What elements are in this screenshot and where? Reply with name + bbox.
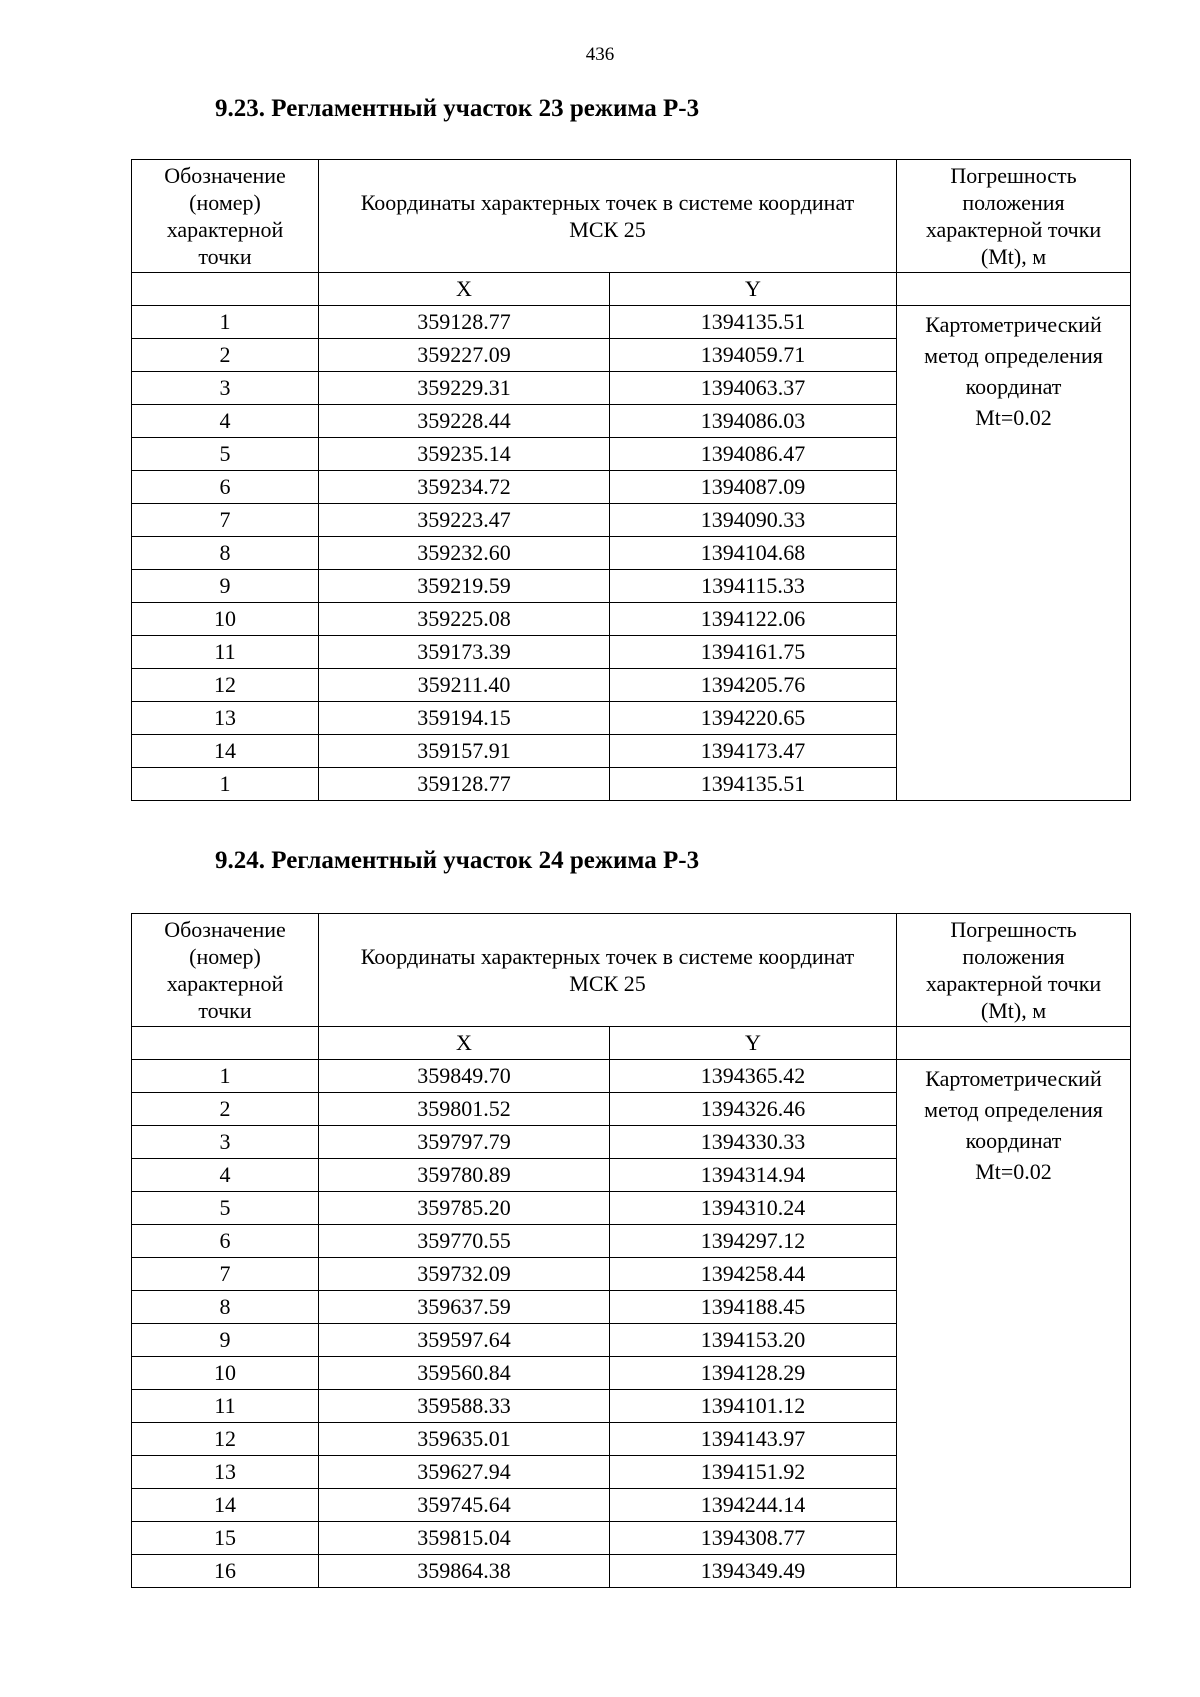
y-value: 1394326.46 bbox=[610, 1093, 897, 1126]
x-value: 359225.08 bbox=[319, 603, 610, 636]
point-number: 10 bbox=[132, 1357, 319, 1390]
point-number: 7 bbox=[132, 504, 319, 537]
x-value: 359801.52 bbox=[319, 1093, 610, 1126]
y-value: 1394087.09 bbox=[610, 471, 897, 504]
y-value: 1394086.03 bbox=[610, 405, 897, 438]
header-row bbox=[132, 160, 1131, 273]
header-row bbox=[132, 914, 1131, 1027]
x-value: 359597.64 bbox=[319, 1324, 610, 1357]
point-number: 11 bbox=[132, 1390, 319, 1423]
coordinates-table-24 bbox=[131, 913, 1131, 1588]
error-header-line: положения bbox=[962, 944, 1065, 969]
point-number: 6 bbox=[132, 471, 319, 504]
x-value: 359745.64 bbox=[319, 1489, 610, 1522]
point-header-line: (номер) bbox=[189, 190, 261, 215]
error-header bbox=[897, 914, 1131, 1027]
y-value: 1394314.94 bbox=[610, 1159, 897, 1192]
page-number: 436 bbox=[585, 44, 615, 65]
x-value: 359173.39 bbox=[319, 636, 610, 669]
error-header-line: (Mt), м bbox=[980, 998, 1047, 1023]
point-header bbox=[132, 914, 319, 1027]
y-value: 1394258.44 bbox=[610, 1258, 897, 1291]
method-line: Картометрический bbox=[925, 312, 1102, 337]
point-number: 7 bbox=[132, 1258, 319, 1291]
y-header: Y bbox=[610, 1027, 897, 1060]
y-value: 1394308.77 bbox=[610, 1522, 897, 1555]
x-header: X bbox=[319, 1027, 610, 1060]
x-value: 359223.47 bbox=[319, 504, 610, 537]
y-value: 1394365.42 bbox=[610, 1060, 897, 1093]
y-value: 1394161.75 bbox=[610, 636, 897, 669]
y-value: 1394310.24 bbox=[610, 1192, 897, 1225]
point-number: 8 bbox=[132, 1291, 319, 1324]
empty-cell bbox=[132, 1027, 319, 1060]
x-value: 359864.38 bbox=[319, 1555, 610, 1588]
section-title-23: 9.23. Регламентный участок 23 режима Р-3 bbox=[215, 95, 700, 122]
empty-cell bbox=[897, 1027, 1131, 1060]
x-value: 359770.55 bbox=[319, 1225, 610, 1258]
point-header bbox=[132, 160, 319, 273]
y-value: 1394115.33 bbox=[610, 570, 897, 603]
y-value: 1394090.33 bbox=[610, 504, 897, 537]
x-value: 359560.84 bbox=[319, 1357, 610, 1390]
coords-header-line: МСК 25 bbox=[569, 217, 646, 242]
point-number: 1 bbox=[132, 768, 319, 801]
point-number: 9 bbox=[132, 1324, 319, 1357]
x-value: 359234.72 bbox=[319, 471, 610, 504]
method-line: Mt=0.02 bbox=[975, 405, 1052, 430]
point-number: 6 bbox=[132, 1225, 319, 1258]
x-value: 359627.94 bbox=[319, 1456, 610, 1489]
x-value: 359157.91 bbox=[319, 735, 610, 768]
point-number: 1 bbox=[132, 1060, 319, 1093]
y-value: 1394059.71 bbox=[610, 339, 897, 372]
y-value: 1394104.68 bbox=[610, 537, 897, 570]
point-number: 4 bbox=[132, 1159, 319, 1192]
point-number: 1 bbox=[132, 306, 319, 339]
point-number: 12 bbox=[132, 1423, 319, 1456]
point-number: 4 bbox=[132, 405, 319, 438]
method-line: метод определения bbox=[924, 1097, 1103, 1122]
point-number: 16 bbox=[132, 1555, 319, 1588]
point-number: 5 bbox=[132, 438, 319, 471]
coords-header-line: Координаты характерных точек в системе координат bbox=[360, 944, 855, 969]
error-header-line: характерной точки bbox=[925, 217, 1102, 242]
y-value: 1394086.47 bbox=[610, 438, 897, 471]
method-line: метод определения bbox=[924, 343, 1103, 368]
point-header-line: точки bbox=[198, 998, 252, 1023]
empty-cell bbox=[897, 273, 1131, 306]
method-line: координат bbox=[965, 1128, 1062, 1153]
empty-cell bbox=[132, 273, 319, 306]
y-value: 1394244.14 bbox=[610, 1489, 897, 1522]
point-number: 13 bbox=[132, 702, 319, 735]
point-number: 9 bbox=[132, 570, 319, 603]
point-header-line: характерной bbox=[166, 971, 284, 996]
y-value: 1394220.65 bbox=[610, 702, 897, 735]
point-number: 13 bbox=[132, 1456, 319, 1489]
x-value: 359235.14 bbox=[319, 438, 610, 471]
y-value: 1394135.51 bbox=[610, 306, 897, 339]
y-header: Y bbox=[610, 273, 897, 306]
table-row bbox=[132, 1060, 1131, 1093]
x-value: 359637.59 bbox=[319, 1291, 610, 1324]
section-title-24: 9.24. Регламентный участок 24 режима Р-3 bbox=[215, 847, 700, 874]
y-value: 1394349.49 bbox=[610, 1555, 897, 1588]
error-header-line: Погрешность bbox=[950, 917, 1077, 942]
point-number: 15 bbox=[132, 1522, 319, 1555]
method-line: координат bbox=[965, 374, 1062, 399]
x-value: 359194.15 bbox=[319, 702, 610, 735]
y-value: 1394153.20 bbox=[610, 1324, 897, 1357]
y-value: 1394297.12 bbox=[610, 1225, 897, 1258]
y-value: 1394330.33 bbox=[610, 1126, 897, 1159]
x-value: 359228.44 bbox=[319, 405, 610, 438]
method-line: Mt=0.02 bbox=[975, 1159, 1052, 1184]
x-value: 359227.09 bbox=[319, 339, 610, 372]
error-header bbox=[897, 160, 1131, 273]
y-value: 1394063.37 bbox=[610, 372, 897, 405]
y-value: 1394135.51 bbox=[610, 768, 897, 801]
point-number: 2 bbox=[132, 339, 319, 372]
y-value: 1394101.12 bbox=[610, 1390, 897, 1423]
x-value: 359780.89 bbox=[319, 1159, 610, 1192]
point-header-line: Обозначение bbox=[164, 917, 286, 942]
error-header-line: характерной точки bbox=[925, 971, 1102, 996]
x-value: 359211.40 bbox=[319, 669, 610, 702]
coords-header-line: МСК 25 bbox=[569, 971, 646, 996]
coordinates-table-23 bbox=[131, 159, 1131, 801]
x-value: 359219.59 bbox=[319, 570, 610, 603]
x-value: 359797.79 bbox=[319, 1126, 610, 1159]
x-value: 359815.04 bbox=[319, 1522, 610, 1555]
error-header-line: (Mt), м bbox=[980, 244, 1047, 269]
point-number: 5 bbox=[132, 1192, 319, 1225]
x-value: 359128.77 bbox=[319, 768, 610, 801]
x-value: 359732.09 bbox=[319, 1258, 610, 1291]
coords-header-line: Координаты характерных точек в системе координат bbox=[360, 190, 855, 215]
method-cell bbox=[897, 306, 1131, 801]
coords-header bbox=[319, 160, 897, 273]
x-value: 359849.70 bbox=[319, 1060, 610, 1093]
point-number: 3 bbox=[132, 372, 319, 405]
point-number: 11 bbox=[132, 636, 319, 669]
subheader-row bbox=[132, 1027, 1131, 1060]
point-number: 14 bbox=[132, 735, 319, 768]
x-value: 359232.60 bbox=[319, 537, 610, 570]
error-header-line: положения bbox=[962, 190, 1065, 215]
table-row bbox=[132, 306, 1131, 339]
point-number: 3 bbox=[132, 1126, 319, 1159]
x-header: X bbox=[319, 273, 610, 306]
x-value: 359128.77 bbox=[319, 306, 610, 339]
point-header-line: (номер) bbox=[189, 944, 261, 969]
y-value: 1394205.76 bbox=[610, 669, 897, 702]
x-value: 359588.33 bbox=[319, 1390, 610, 1423]
method-cell bbox=[897, 1060, 1131, 1588]
point-number: 2 bbox=[132, 1093, 319, 1126]
point-header-line: Обозначение bbox=[164, 163, 286, 188]
x-value: 359785.20 bbox=[319, 1192, 610, 1225]
point-number: 10 bbox=[132, 603, 319, 636]
y-value: 1394173.47 bbox=[610, 735, 897, 768]
y-value: 1394122.06 bbox=[610, 603, 897, 636]
coords-header bbox=[319, 914, 897, 1027]
point-number: 8 bbox=[132, 537, 319, 570]
point-number: 14 bbox=[132, 1489, 319, 1522]
x-value: 359229.31 bbox=[319, 372, 610, 405]
x-value: 359635.01 bbox=[319, 1423, 610, 1456]
y-value: 1394151.92 bbox=[610, 1456, 897, 1489]
error-header-line: Погрешность bbox=[950, 163, 1077, 188]
y-value: 1394188.45 bbox=[610, 1291, 897, 1324]
method-line: Картометрический bbox=[925, 1066, 1102, 1091]
point-header-line: характерной bbox=[166, 217, 284, 242]
y-value: 1394143.97 bbox=[610, 1423, 897, 1456]
subheader-row bbox=[132, 273, 1131, 306]
y-value: 1394128.29 bbox=[610, 1357, 897, 1390]
point-header-line: точки bbox=[198, 244, 252, 269]
point-number: 12 bbox=[132, 669, 319, 702]
